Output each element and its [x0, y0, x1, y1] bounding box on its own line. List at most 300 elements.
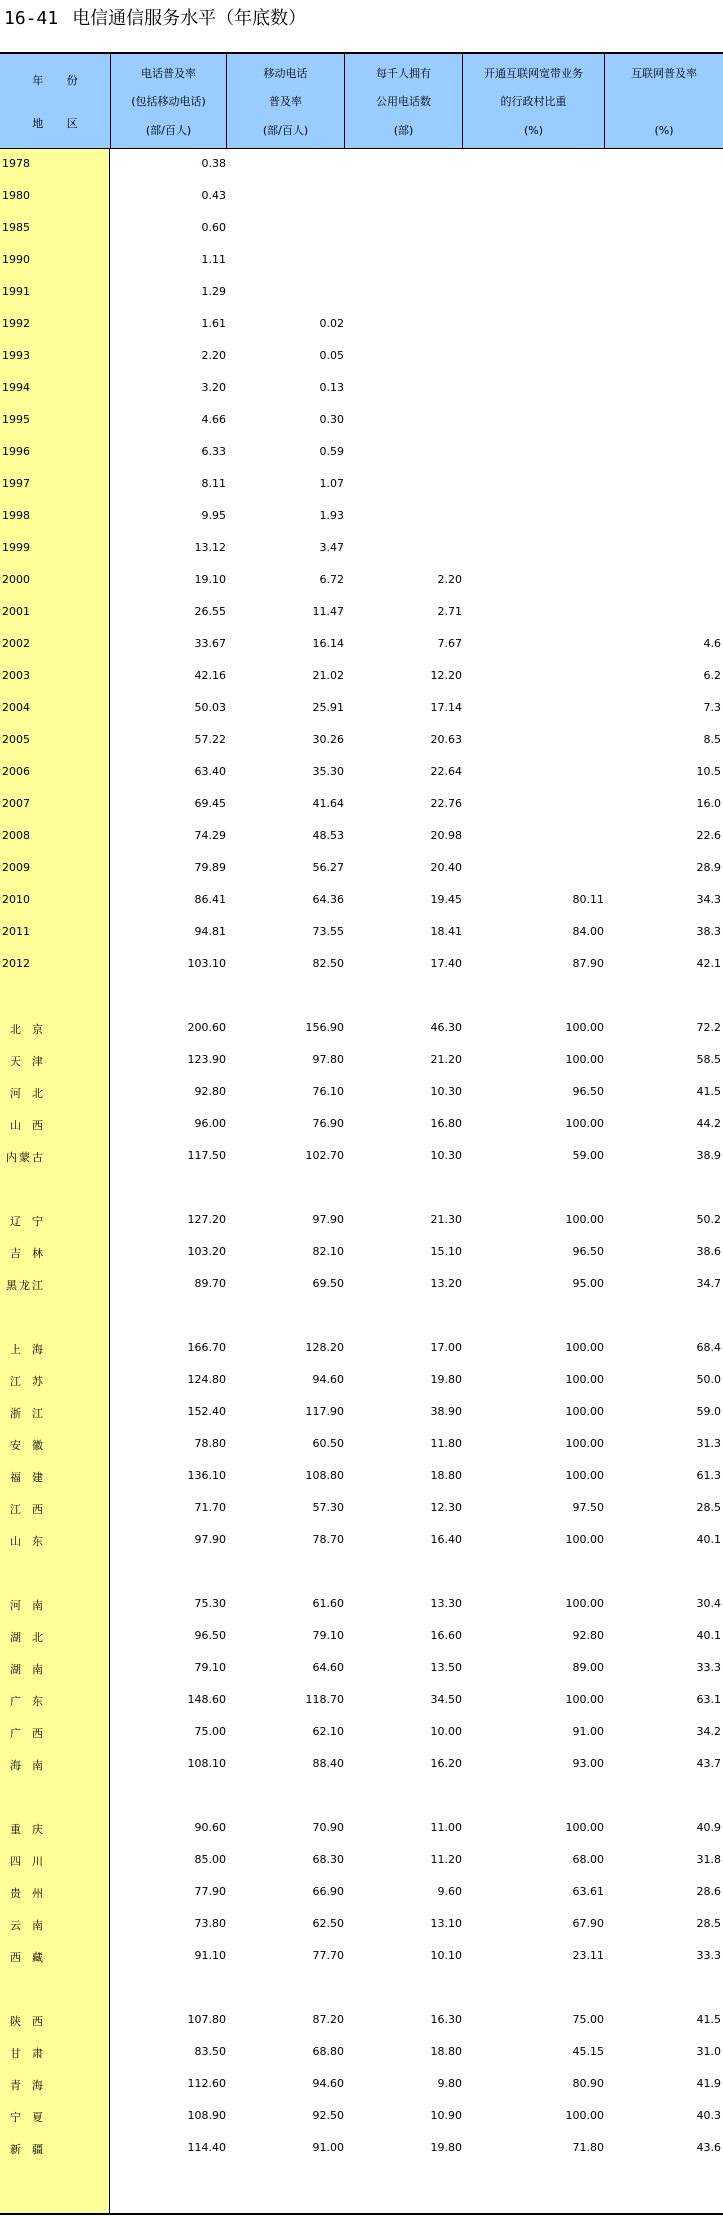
table-cell: 40.3: [696, 2109, 721, 2122]
table-cell: 89.00: [572, 1661, 604, 1674]
table-cell: 68.4: [696, 1341, 721, 1354]
table-cell: 89.70: [194, 1277, 226, 1290]
table-cell: 61.3: [696, 1469, 721, 1482]
table-row: [0, 725, 723, 757]
header-line: 每千人拥有: [376, 67, 431, 81]
table-cell: 18.41: [430, 925, 462, 938]
table-cell: 13.12: [194, 541, 226, 554]
table-cell: 1.29: [201, 285, 226, 298]
table-cell: 38.6: [696, 1245, 721, 1258]
table-cell: 43.7: [696, 1757, 721, 1770]
table-row: [0, 213, 723, 245]
table-cell: 136.10: [187, 1469, 226, 1482]
table-row: [0, 2005, 723, 2037]
table-cell: 41.5: [696, 1085, 721, 1098]
table-cell: 71.70: [194, 1501, 226, 1514]
header-line: 移动电话: [263, 67, 308, 81]
table-cell: 64.36: [312, 893, 344, 906]
table-cell: 9.80: [437, 2077, 462, 2090]
row-region-label: 青海: [10, 2079, 54, 2092]
table-cell: 2.71: [437, 605, 462, 618]
table-cell: 42.1: [696, 957, 721, 970]
table-cell: 20.98: [430, 829, 462, 842]
table-cell: 10.00: [430, 1725, 462, 1738]
header-broadband-villages: [462, 54, 604, 149]
row-region-label: 山东: [10, 1535, 54, 1548]
table-cell: 77.90: [194, 1885, 226, 1898]
table-cell: 68.30: [312, 1853, 344, 1866]
table-cell: 2.20: [437, 573, 462, 586]
table-cell: 21.02: [312, 669, 344, 682]
row-region-label: 重庆: [10, 1823, 54, 1836]
table-cell: 42.16: [194, 669, 226, 682]
table-cell: 76.90: [312, 1117, 344, 1130]
table-cell: 152.40: [187, 1405, 226, 1418]
table-cell: 103.20: [187, 1245, 226, 1258]
table-cell: 12.30: [430, 1501, 462, 1514]
table-cell: 13.30: [430, 1597, 462, 1610]
table-cell: 10.5: [696, 765, 721, 778]
table-row: [0, 821, 723, 853]
row-year-label: 1994: [2, 381, 30, 394]
row-year-label: 2001: [2, 605, 30, 618]
table-cell: 108.80: [305, 1469, 344, 1482]
table-cell: 41.9: [696, 2077, 721, 2090]
table-cell: 33.3: [696, 1949, 721, 1962]
table-cell: 28.5: [696, 1917, 721, 1930]
table-cell: 107.80: [187, 2013, 226, 2026]
table-cell: 61.60: [312, 1597, 344, 1610]
table-cell: 19.10: [194, 573, 226, 586]
row-year-label: 2009: [2, 861, 30, 874]
table-row: [0, 1237, 723, 1269]
table-cell: 17.00: [430, 1341, 462, 1354]
row-region-label: 云南: [10, 1919, 54, 1932]
row-region-label: 内蒙古: [6, 1151, 45, 1164]
table-row: [0, 437, 723, 469]
table-cell: 6.72: [319, 573, 344, 586]
table-row: [0, 1333, 723, 1365]
table-cell: 22.6: [696, 829, 721, 842]
table-cell: 69.50: [312, 1277, 344, 1290]
table-row: [0, 309, 723, 341]
row-region-label: 辽宁: [10, 1215, 54, 1228]
table-cell: 22.64: [430, 765, 462, 778]
row-year-label: 2000: [2, 573, 30, 586]
table-cell: 50.0: [696, 1373, 721, 1386]
table-cell: 20.40: [430, 861, 462, 874]
table-cell: 26.55: [194, 605, 226, 618]
table-row: [0, 885, 723, 917]
table-cell: 3.47: [319, 541, 344, 554]
header-line: (包括移动电话): [131, 95, 206, 109]
table-cell: 20.63: [430, 733, 462, 746]
table-cell: 127.20: [187, 1213, 226, 1226]
table-cell: 12.20: [430, 669, 462, 682]
table-row: [0, 501, 723, 533]
table-cell: 25.91: [312, 701, 344, 714]
table-cell: 100.00: [565, 1021, 604, 1034]
header-stub: [0, 54, 110, 149]
table-cell: 117.90: [305, 1405, 344, 1418]
table-cell: 112.60: [187, 2077, 226, 2090]
table-row: [0, 629, 723, 661]
table-cell: 17.14: [430, 701, 462, 714]
table-cell: 118.70: [305, 1693, 344, 1706]
row-region-label: 广西: [10, 1727, 54, 1740]
table-row: [0, 181, 723, 213]
table-cell: 0.59: [319, 445, 344, 458]
table-cell: 31.0: [696, 2045, 721, 2058]
page-title: [4, 4, 306, 34]
table-cell: 97.90: [194, 1533, 226, 1546]
table-cell: 19.80: [430, 1373, 462, 1386]
table-cell: 50.2: [696, 1213, 721, 1226]
table-cell: 11.20: [430, 1853, 462, 1866]
table-row: [0, 1813, 723, 1845]
table-cell: 8.5: [703, 733, 721, 746]
table-cell: 75.30: [194, 1597, 226, 1610]
table-cell: 83.50: [194, 2045, 226, 2058]
table-cell: 79.10: [312, 1629, 344, 1642]
table-cell: 1.93: [319, 509, 344, 522]
row-year-label: 2005: [2, 733, 30, 746]
table-row: [0, 1909, 723, 1941]
table-cell: 50.03: [194, 701, 226, 714]
table-cell: 0.38: [201, 157, 226, 170]
table-cell: 100.00: [565, 1341, 604, 1354]
table-cell: 58.5: [696, 1053, 721, 1066]
table-row: [0, 405, 723, 437]
table-row: [0, 1269, 723, 1301]
table-cell: 21.20: [430, 1053, 462, 1066]
table-cell: 23.11: [572, 1949, 604, 1962]
table-cell: 0.13: [319, 381, 344, 394]
table-cell: 35.30: [312, 765, 344, 778]
row-region-label: 上海: [10, 1343, 54, 1356]
table-cell: 34.2: [696, 1725, 721, 1738]
table-cell: 33.3: [696, 1661, 721, 1674]
table-cell: 41.64: [312, 797, 344, 810]
table-title: 电信通信服务水平（年底数）: [72, 8, 307, 29]
header-line: 电话普及率: [141, 67, 196, 81]
table-cell: 100.00: [565, 1533, 604, 1546]
table-row: [0, 533, 723, 565]
table-cell: 124.80: [187, 1373, 226, 1386]
row-year-label: 2012: [2, 957, 30, 970]
table-row: [0, 1589, 723, 1621]
table-cell: 16.20: [430, 1757, 462, 1770]
table-cell: 1.07: [319, 477, 344, 490]
table-cell: 66.90: [312, 1885, 344, 1898]
row-region-label: 甘肃: [10, 2047, 54, 2060]
table-cell: 80.11: [572, 893, 604, 906]
table-row: [0, 693, 723, 725]
row-year-label: 1985: [2, 221, 30, 234]
row-region-label: 北京: [10, 1023, 54, 1036]
table-row: [0, 565, 723, 597]
table-cell: 94.81: [194, 925, 226, 938]
table-cell: 0.05: [319, 349, 344, 362]
table-row: [0, 2037, 723, 2069]
table-cell: 69.45: [194, 797, 226, 810]
table-cell: 28.9: [696, 861, 721, 874]
row-region-label: 贵州: [10, 1887, 54, 1900]
table-cell: 123.90: [187, 1053, 226, 1066]
table-cell: 34.7: [696, 1277, 721, 1290]
table-cell: 57.22: [194, 733, 226, 746]
table-cell: 100.00: [565, 1821, 604, 1834]
header-line: 开通互联网宽带业务: [484, 67, 583, 81]
table-cell: 114.40: [187, 2141, 226, 2154]
table-cell: 16.0: [696, 797, 721, 810]
header-public-phones: [344, 54, 462, 149]
table-row: [0, 1525, 723, 1557]
table-cell: 97.80: [312, 1053, 344, 1066]
table-cell: 16.40: [430, 1533, 462, 1546]
table-cell: 30.26: [312, 733, 344, 746]
row-region-label: 湖北: [10, 1631, 54, 1644]
table-row: [0, 1653, 723, 1685]
table-cell: 21.30: [430, 1213, 462, 1226]
table-cell: 82.10: [312, 1245, 344, 1258]
table-cell: 56.27: [312, 861, 344, 874]
table-cell: 71.80: [572, 2141, 604, 2154]
table-cell: 64.60: [312, 1661, 344, 1674]
row-year-label: 2004: [2, 701, 30, 714]
table-cell: 44.2: [696, 1117, 721, 1130]
row-region-label: 新疆: [10, 2143, 54, 2156]
row-region-label: 河北: [10, 1087, 54, 1100]
table-cell: 13.50: [430, 1661, 462, 1674]
table-cell: 7.67: [437, 637, 462, 650]
table-row: [0, 757, 723, 789]
table-cell: 103.10: [187, 957, 226, 970]
table-cell: 1.11: [201, 253, 226, 266]
row-region-label: 海南: [10, 1759, 54, 1772]
table-cell: 38.9: [696, 1149, 721, 1162]
table-cell: 85.00: [194, 1853, 226, 1866]
table-row: [0, 1845, 723, 1877]
table-row: [0, 597, 723, 629]
table-cell: 87.90: [572, 957, 604, 970]
table-cell: 102.70: [305, 1149, 344, 1162]
header-mobile-penetration: [226, 54, 344, 149]
table-row: [0, 1749, 723, 1781]
table-cell: 16.14: [312, 637, 344, 650]
table-cell: 100.00: [565, 1693, 604, 1706]
table-cell: 15.10: [430, 1245, 462, 1258]
table-cell: 91.00: [572, 1725, 604, 1738]
table-cell: 128.20: [305, 1341, 344, 1354]
table-row: [0, 373, 723, 405]
table-cell: 0.30: [319, 413, 344, 426]
row-year-label: 1998: [2, 509, 30, 522]
table-row: [0, 1429, 723, 1461]
table-cell: 7.3: [703, 701, 721, 714]
table-cell: 31.8: [696, 1853, 721, 1866]
table-cell: 0.43: [201, 189, 226, 202]
row-region-label: 江苏: [10, 1375, 54, 1388]
row-year-label: 1999: [2, 541, 30, 554]
table-cell: 17.40: [430, 957, 462, 970]
table-cell: 96.50: [572, 1085, 604, 1098]
header-unit: (部/百人): [262, 123, 309, 137]
table-cell: 11.80: [430, 1437, 462, 1450]
table-cell: 57.30: [312, 1501, 344, 1514]
table-cell: 9.95: [201, 509, 226, 522]
header-internet-penetration: [604, 54, 723, 149]
header-line: 的行政村比重: [500, 95, 567, 109]
table-cell: 63.61: [572, 1885, 604, 1898]
table-cell: 86.41: [194, 893, 226, 906]
table-cell: 62.10: [312, 1725, 344, 1738]
table-cell: 19.45: [430, 893, 462, 906]
table-cell: 2.20: [201, 349, 226, 362]
table-cell: 11.47: [312, 605, 344, 618]
table-cell: 33.67: [194, 637, 226, 650]
table-row: [0, 789, 723, 821]
table-cell: 77.70: [312, 1949, 344, 1962]
table-cell: 18.80: [430, 1469, 462, 1482]
row-year-label: 2008: [2, 829, 30, 842]
table-row: [0, 1461, 723, 1493]
table-row: [0, 469, 723, 501]
table-cell: 73.55: [312, 925, 344, 938]
table-row: [0, 1365, 723, 1397]
row-year-label: 2002: [2, 637, 30, 650]
table-cell: 40.1: [696, 1629, 721, 1642]
table-cell: 60.50: [312, 1437, 344, 1450]
table-cell: 97.50: [572, 1501, 604, 1514]
table-cell: 63.40: [194, 765, 226, 778]
table-row: [0, 149, 723, 181]
table-cell: 91.10: [194, 1949, 226, 1962]
table-row: [0, 949, 723, 981]
table-cell: 8.11: [201, 477, 226, 490]
row-year-label: 1997: [2, 477, 30, 490]
table-cell: 10.10: [430, 1949, 462, 1962]
table-cell: 34.50: [430, 1693, 462, 1706]
table-cell: 10.90: [430, 2109, 462, 2122]
table-cell: 11.00: [430, 1821, 462, 1834]
table-cell: 28.5: [696, 1501, 721, 1514]
table-cell: 100.00: [565, 1213, 604, 1226]
row-year-label: 2003: [2, 669, 30, 682]
table-cell: 76.10: [312, 1085, 344, 1098]
table-cell: 68.00: [572, 1853, 604, 1866]
table-cell: 13.10: [430, 1917, 462, 1930]
table-cell: 1.61: [201, 317, 226, 330]
table-row: [0, 1397, 723, 1429]
table-cell: 108.10: [187, 1757, 226, 1770]
header-phone-penetration: [110, 54, 226, 149]
table-cell: 79.10: [194, 1661, 226, 1674]
table-cell: 96.50: [194, 1629, 226, 1642]
table-cell: 95.00: [572, 1277, 604, 1290]
row-year-label: 2010: [2, 893, 30, 906]
header-unit: (%): [654, 123, 674, 137]
table-cell: 59.00: [572, 1149, 604, 1162]
table-cell: 100.00: [565, 1469, 604, 1482]
table-cell: 63.1: [696, 1693, 721, 1706]
row-region-label: 安徽: [10, 1439, 54, 1452]
table-row: [0, 277, 723, 309]
table-cell: 9.60: [437, 1885, 462, 1898]
table-cell: 4.66: [201, 413, 226, 426]
table-row: [0, 2101, 723, 2133]
table-cell: 10.30: [430, 1085, 462, 1098]
table-cell: 82.50: [312, 957, 344, 970]
row-region-label: 西藏: [10, 1951, 54, 1964]
table-row: [0, 1941, 723, 1973]
header-stub-region: 地 区: [32, 116, 88, 130]
table-cell: 100.00: [565, 1373, 604, 1386]
table-cell: 84.00: [572, 925, 604, 938]
row-year-label: 1996: [2, 445, 30, 458]
table-cell: 100.00: [565, 1117, 604, 1130]
row-region-label: 陕西: [10, 2015, 54, 2028]
row-region-label: 湖南: [10, 1663, 54, 1676]
table-cell: 34.3: [696, 893, 721, 906]
table-row: [0, 1141, 723, 1173]
table-cell: 38.90: [430, 1405, 462, 1418]
table-cell: 40.9: [696, 1821, 721, 1834]
table-cell: 6.2: [703, 669, 721, 682]
table-cell: 96.00: [194, 1117, 226, 1130]
header-line: 普及率: [269, 95, 302, 109]
table-cell: 72.2: [696, 1021, 721, 1034]
table-row: [0, 1685, 723, 1717]
table-cell: 6.33: [201, 445, 226, 458]
table-cell: 92.80: [194, 1085, 226, 1098]
table-row: [0, 245, 723, 277]
table-cell: 75.00: [572, 2013, 604, 2026]
table-cell: 200.60: [187, 1021, 226, 1034]
table-cell: 73.80: [194, 1917, 226, 1930]
table-cell: 40.1: [696, 1533, 721, 1546]
table-cell: 166.70: [187, 1341, 226, 1354]
table-header: [0, 52, 723, 149]
row-year-label: 2007: [2, 797, 30, 810]
table-row: [0, 1045, 723, 1077]
table-cell: 100.00: [565, 1437, 604, 1450]
row-region-label: 福建: [10, 1471, 54, 1484]
table-cell: 75.00: [194, 1725, 226, 1738]
statistics-table: [0, 52, 723, 2215]
table-row: [0, 1109, 723, 1141]
table-row: [0, 661, 723, 693]
table-cell: 70.90: [312, 1821, 344, 1834]
table-cell: 100.00: [565, 1405, 604, 1418]
table-cell: 45.15: [572, 2045, 604, 2058]
table-cell: 18.80: [430, 2045, 462, 2058]
table-row: [0, 1013, 723, 1045]
table-cell: 88.40: [312, 1757, 344, 1770]
table-cell: 117.50: [187, 1149, 226, 1162]
table-cell: 78.80: [194, 1437, 226, 1450]
row-year-label: 1992: [2, 317, 30, 330]
table-cell: 74.29: [194, 829, 226, 842]
table-cell: 59.0: [696, 1405, 721, 1418]
table-cell: 30.4: [696, 1597, 721, 1610]
table-row: [0, 1205, 723, 1237]
row-region-label: 宁夏: [10, 2111, 54, 2124]
table-cell: 22.76: [430, 797, 462, 810]
header-unit: (部/百人): [145, 123, 192, 137]
table-cell: 0.60: [201, 221, 226, 234]
table-cell: 108.90: [187, 2109, 226, 2122]
